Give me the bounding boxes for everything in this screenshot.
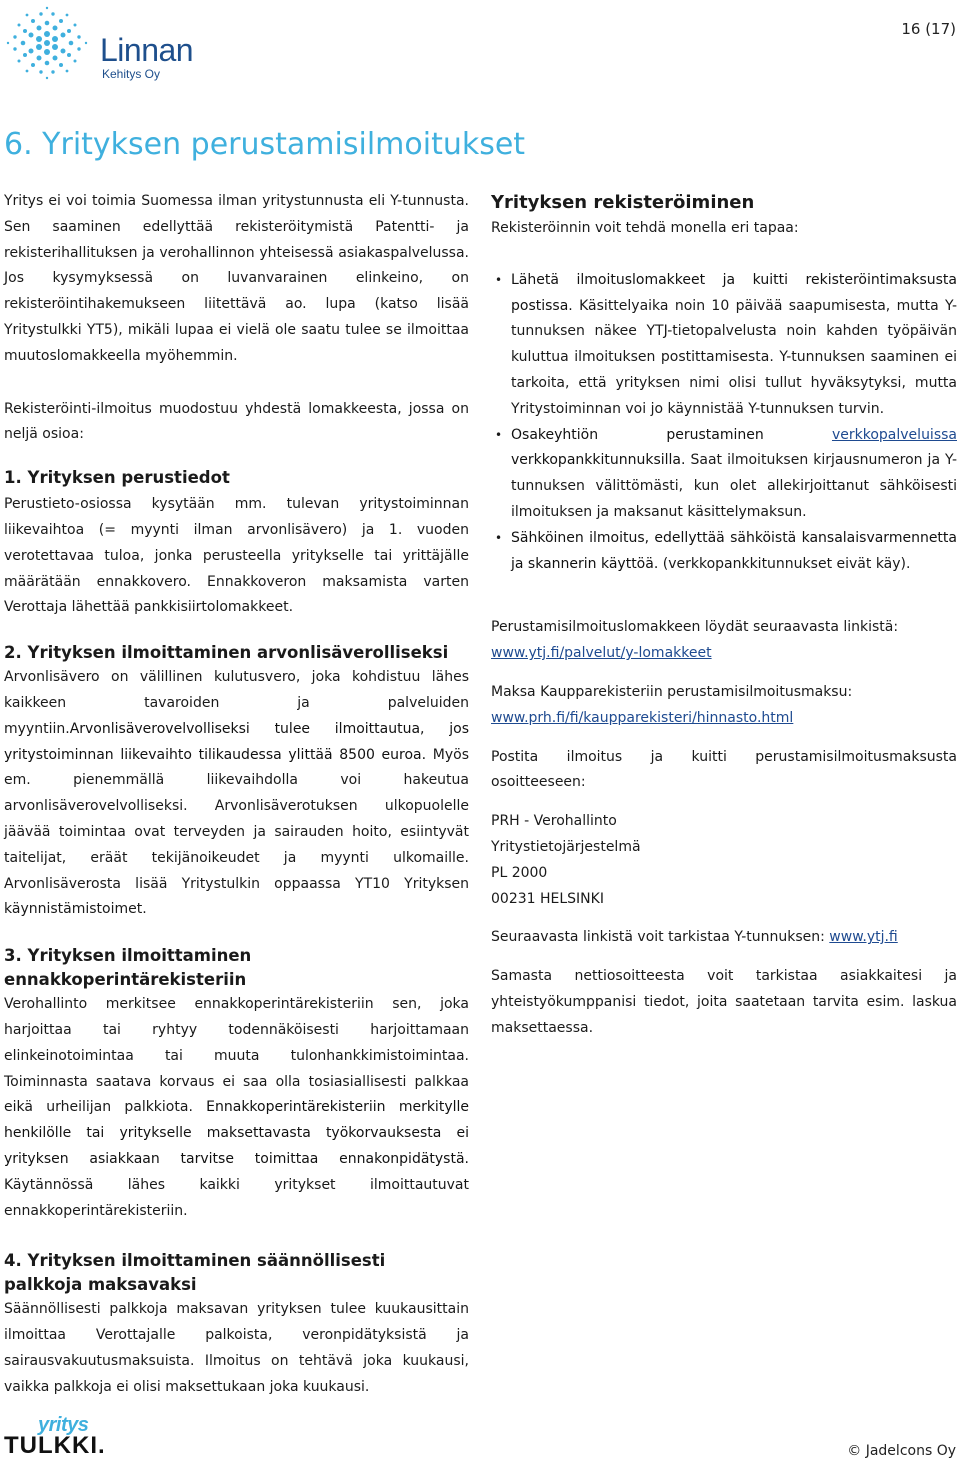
section-3-heading: 3. Yrityksen ilmoittaminen ennakkoperintärekisteriin <box>4 946 252 990</box>
intro-paragraph-2: Rekisteröinti-ilmoitus muodostuu yhdestä lomakkeesta, jossa on neljä osioa: <box>4 400 469 443</box>
online-services-link[interactable]: verkkopalveluissa <box>831 426 957 443</box>
section-3-bold: Ennakkoperintärekisteriin merkitylle henkilölle tai yritykselle maksettavasta työkorvauksesta ei yrityksen asiakkaan tarvitse toimittaa ennakonpidätystä. <box>4 1099 469 1167</box>
option-online-bold-a: Osakeyhtiön perustaminen <box>511 426 832 443</box>
section-4-heading: 4. Yrityksen ilmoittaminen säännöllisesti palkkoja maksavaksi <box>4 1251 386 1295</box>
page-title: 6. Yrityksen perustamisilmoitukset <box>4 127 526 162</box>
section-2-bold: Arvonlisäverovelvolliseksi tulee ilmoittautua, jos yritystoiminnan liikevaihto tilikaudessa ylittää 8500 euroa. <box>4 720 469 763</box>
forms-link[interactable]: www.ytj.fi/palvelut/y-lomakkeet <box>491 645 712 662</box>
page-number: 16 (17) <box>901 20 956 38</box>
option-mail-bold: Lähetä ilmoituslomakkeet ja kuitti rekisteröintimaksusta postissa. <box>511 271 957 314</box>
closing-text: Samasta nettiosoitteesta voit tarkistaa asiakkaitesi ja yhteistyökumppanisi tiedot, joita saatetaan tarvita esim. laskua maksettaessa. <box>491 968 957 1036</box>
option-online-text: Saat ilmoituksen kirjausnumeron ja Y-tunnuksen välittömästi, kun olet allekirjoittanut sähköisesti ilmoituksen ja maksanut käsittelymaksun. <box>511 452 957 520</box>
section-2-heading: 2. Yrityksen ilmoittaminen arvonlisäverolliseksi <box>4 643 449 663</box>
address-line: PRH - Verohallinto <box>491 813 617 830</box>
copyright: © Jadelcons Oy <box>847 1443 956 1459</box>
section-1-heading: 1. Yrityksen perustiedot <box>4 468 230 488</box>
logo-name: Linnan <box>100 32 194 68</box>
left-column <box>4 189 469 1400</box>
section-2-text <box>4 665 469 923</box>
option-online <box>491 423 957 526</box>
option-mail-text: Käsittelyaika noin 10 päivää saapumisesta, mutta Y-tunnuksen näkee YTJ-tietopalvelusta noin kahden työpäivän kuluttua ilmoituksen postittamisesta. Y-tunnuksen saaminen ei tarkoita, että yrityksen nimi olisi tullut hyväksytyksi, mutta Yritystoiminnan voi jo käynnistää Y-tunnuksen turvin. <box>511 297 957 417</box>
forms-label: Perustamisilmoituslomakkeen löydät seuraavasta linkistä: <box>491 619 899 636</box>
section-3-text <box>4 992 469 1224</box>
registration-options <box>491 268 957 578</box>
logo-subtitle: Kehitys Oy <box>102 67 161 81</box>
section-3-text-b: Käytännössä lähes kaikki yritykset ilmoittautuvat ennakkoperintärekisteriin. <box>4 1176 469 1219</box>
section-4-text: Säännöllisesti palkkoja maksavan yrityksen tulee kuukausittain ilmoittaa Verottajalle palkoista, veronpidätyksistä ja sairausvakuutusmaksuista. Ilmoitus on tehtävä joka kuukausi, vaikka palkkoja ei olisi maksettukaan joka kuukausi. <box>4 1301 469 1395</box>
option-electronic-bold: Sähköinen ilmoitus, edellyttää sähköistä kansalaisvarmennetta ja skannerin käyttöä. <box>511 529 957 572</box>
option-online-bold-b: verkkopankkitunnuksilla. <box>511 452 686 469</box>
address-line: 00231 HELSINKI <box>491 890 604 907</box>
logo-mark-icon <box>4 6 90 80</box>
address-line: Yritystietojärjestelmä <box>491 838 641 855</box>
check-label: Seuraavasta linkistä voit tarkistaa Y-tunnuksen: <box>491 929 830 946</box>
option-electronic-text: (verkkopankkitunnukset eivät käy). <box>658 555 911 572</box>
option-electronic <box>491 526 957 578</box>
footer-logo-bottom: TULKKI. <box>4 1432 106 1459</box>
fee-link-row <box>491 706 957 732</box>
address-line: PL 2000 <box>491 864 548 881</box>
footer-logo-top: yritys <box>38 1414 89 1436</box>
fee-label: Maksa Kaupparekisteriin perustamisilmoitusmaksu: <box>491 683 853 700</box>
intro-paragraph: Yritys ei voi toimia Suomessa ilman yritystunnusta eli Y-tunnusta. Sen saaminen edellyttää rekisteröitymistä Patentti- ja rekisterihallituksen ja verohallinnon yhteisessä asiakaspalvelussa. Jos kysymyksessä on luvanvarainen elinkeino, on rekisteröintihakemukseen liitettävä ao. lupa (katso lisää Yritystulkki YT5), mikäli lupaa ei vielä ole saatu tulee se ilmoittaa muutoslomakkeella myöhemmin. <box>4 193 469 364</box>
post-label: Postita ilmoitus ja kuitti perustamisilmoitusmaksusta osoitteeseen: <box>491 748 957 791</box>
company-logo <box>4 6 204 86</box>
address-block <box>491 809 957 912</box>
ytj-link[interactable]: www.ytj.fi <box>829 929 898 946</box>
right-column <box>491 190 957 1042</box>
fee-link[interactable]: www.prh.fi/fi/kaupparekisteri/hinnasto.html <box>491 709 794 726</box>
registration-heading: Yrityksen rekisteröiminen <box>491 192 755 213</box>
check-row <box>491 925 957 951</box>
registration-intro: Rekisteröinnin voit tehdä monella eri tapaa: <box>491 220 799 236</box>
footer-logo <box>4 1414 124 1458</box>
option-mail <box>491 268 957 423</box>
forms-link-row <box>491 641 957 667</box>
section-3-text-a: Verohallinto merkitsee ennakkoperintärekisteriin sen, joka harjoittaa tai ryhtyy todennäköisesti harjoittamaan elinkeinotoimintaa tai muuta tulonhankkimistoimintaa. Toiminnasta saatava korvaus ei saa olla tosiasiallisesti palkkaa eikä urheilijan palkkiota. <box>4 996 469 1116</box>
section-2-text-b: Myös em. pienemmällä liikevaihdolla voi hakeutua arvonlisäverovelvolliseksi. Arvonlisäverotuksen ulkopuolelle jäävää toimintaa ovat terveyden ja sairauden hoito, esiintyvät taitelijat, eräät tekijänoikeudet ja myynti ulkomaille. Arvonlisäverosta lisää Yritystulkin oppaassa YT10 Yrityksen käynnistämistoimet. <box>4 746 469 918</box>
section-1-text: Perustieto-osiossa kysytään mm. tulevan yritystoiminnan liikevaihtoa (= myynti ilman arvonlisävero) ja 1. vuoden verotettavaa tuloa, jonka perusteella yritykselle tai yrittäjälle määrätään ennakkovero. Ennakkoveron maksamista varten Verottaja lähettää pankkisiirtolomakkeet. <box>4 496 469 616</box>
section-2-text-a: Arvonlisävero on välillinen kulutusvero, joka kohdistuu lähes kaikkeen tavaroiden ja palveluiden myyntiin. <box>4 669 469 737</box>
